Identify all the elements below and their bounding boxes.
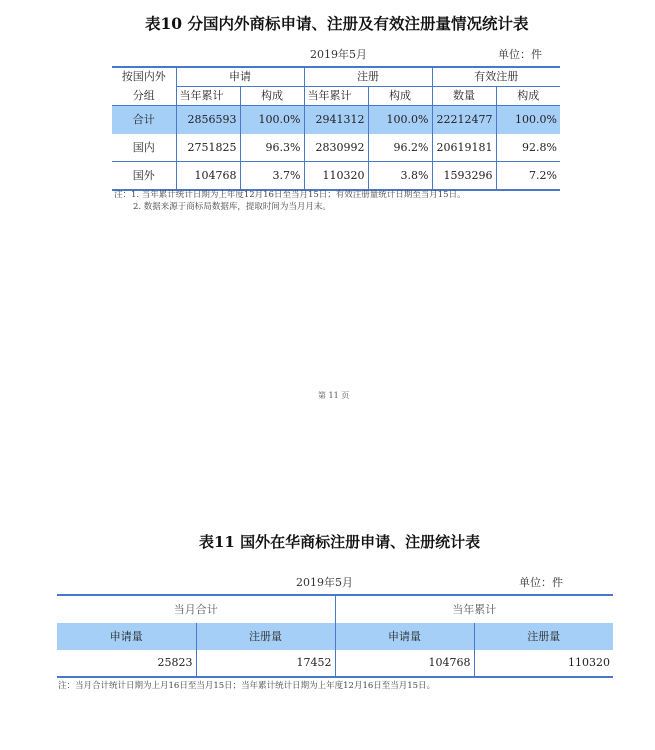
- row-label: 国内: [112, 134, 176, 162]
- sub-col-header: 注册量: [474, 623, 613, 650]
- col-group-application: 申请: [176, 67, 304, 87]
- group-label-top: 按国内外: [112, 67, 176, 87]
- sub-col-header: 构成: [496, 87, 560, 106]
- table11-date: 2019年5月: [296, 576, 353, 589]
- table10-note-1: 注：1. 当年累计统计日期为上年度12月16日至当月15日；有效注册量统计日期至当月15日。: [114, 190, 466, 200]
- table11-title: 表11 国外在华商标注册申请、注册统计表: [199, 533, 481, 551]
- table11-header-row-2: [57, 623, 613, 650]
- cell-value: 100.0%: [240, 106, 304, 135]
- cell-value: 2830992: [304, 134, 368, 162]
- col-group-yearly-cumulative: 当年累计: [335, 595, 613, 623]
- table10: [112, 66, 560, 191]
- cell-value: 96.2%: [368, 134, 432, 162]
- sub-col-header: 当年累计: [304, 87, 368, 106]
- group-label-bottom: 分组: [112, 87, 176, 106]
- sub-col-header: 申请量: [57, 623, 196, 650]
- cell-value: 2751825: [176, 134, 240, 162]
- cell-value: 1593296: [432, 162, 496, 191]
- cell-value: 104768: [176, 162, 240, 191]
- cell-value: 92.8%: [496, 134, 560, 162]
- sub-col-header: 申请量: [335, 623, 474, 650]
- cell-value: 110320: [474, 650, 613, 677]
- table10-date: 2019年5月: [310, 48, 367, 61]
- table10-header-row-2: [112, 87, 560, 106]
- sub-col-header: 构成: [240, 87, 304, 106]
- table11-unit: 单位：件: [519, 576, 563, 589]
- table11-note: 注：当月合计统计日期为上月16日至当月15日；当年累计统计日期为上年度12月16日至当月15日。: [58, 681, 436, 691]
- cell-value: 2856593: [176, 106, 240, 135]
- cell-value: 100.0%: [496, 106, 560, 135]
- table11: [57, 594, 613, 678]
- table10-unit: 单位：件: [498, 48, 542, 61]
- cell-value: 96.3%: [240, 134, 304, 162]
- cell-value: 104768: [335, 650, 474, 677]
- table-row-domestic: [112, 134, 560, 162]
- table-row-total: [112, 106, 560, 135]
- page-number: 第 11 页: [318, 391, 350, 400]
- cell-value: 110320: [304, 162, 368, 191]
- sub-col-header: 构成: [368, 87, 432, 106]
- cell-value: 25823: [157, 656, 193, 669]
- table-row: [57, 650, 613, 677]
- row-label: 合计: [112, 106, 176, 135]
- cell-value: 3.7%: [240, 162, 304, 191]
- table-row-foreign: [112, 162, 560, 191]
- col-group-valid-registration: 有效注册: [432, 67, 560, 87]
- cell-value: 3.8%: [368, 162, 432, 191]
- sub-col-header: 注册量: [196, 623, 335, 650]
- col-group-registration: 注册: [304, 67, 432, 87]
- cell-value: 22212477: [432, 106, 496, 135]
- sub-col-header: 数量: [432, 87, 496, 106]
- cell-value: 17452: [196, 650, 335, 677]
- cell-value: 2941312: [304, 106, 368, 135]
- table10-note-2: 2. 数据来源于商标局数据库，提取时间为当月月末。: [133, 202, 331, 212]
- cell-value: 100.0%: [368, 106, 432, 135]
- cell-value: 20619181: [432, 134, 496, 162]
- table10-title: 表10 分国内外商标申请、注册及有效注册量情况统计表: [145, 14, 529, 33]
- table10-header-row-1: [112, 67, 560, 87]
- cell-value: 7.2%: [496, 162, 560, 191]
- row-label: 国外: [112, 162, 176, 191]
- col-group-monthly-total: 当月合计: [173, 602, 218, 616]
- sub-col-header: 当年累计: [176, 87, 240, 106]
- table11-header-row-1: [57, 595, 613, 623]
